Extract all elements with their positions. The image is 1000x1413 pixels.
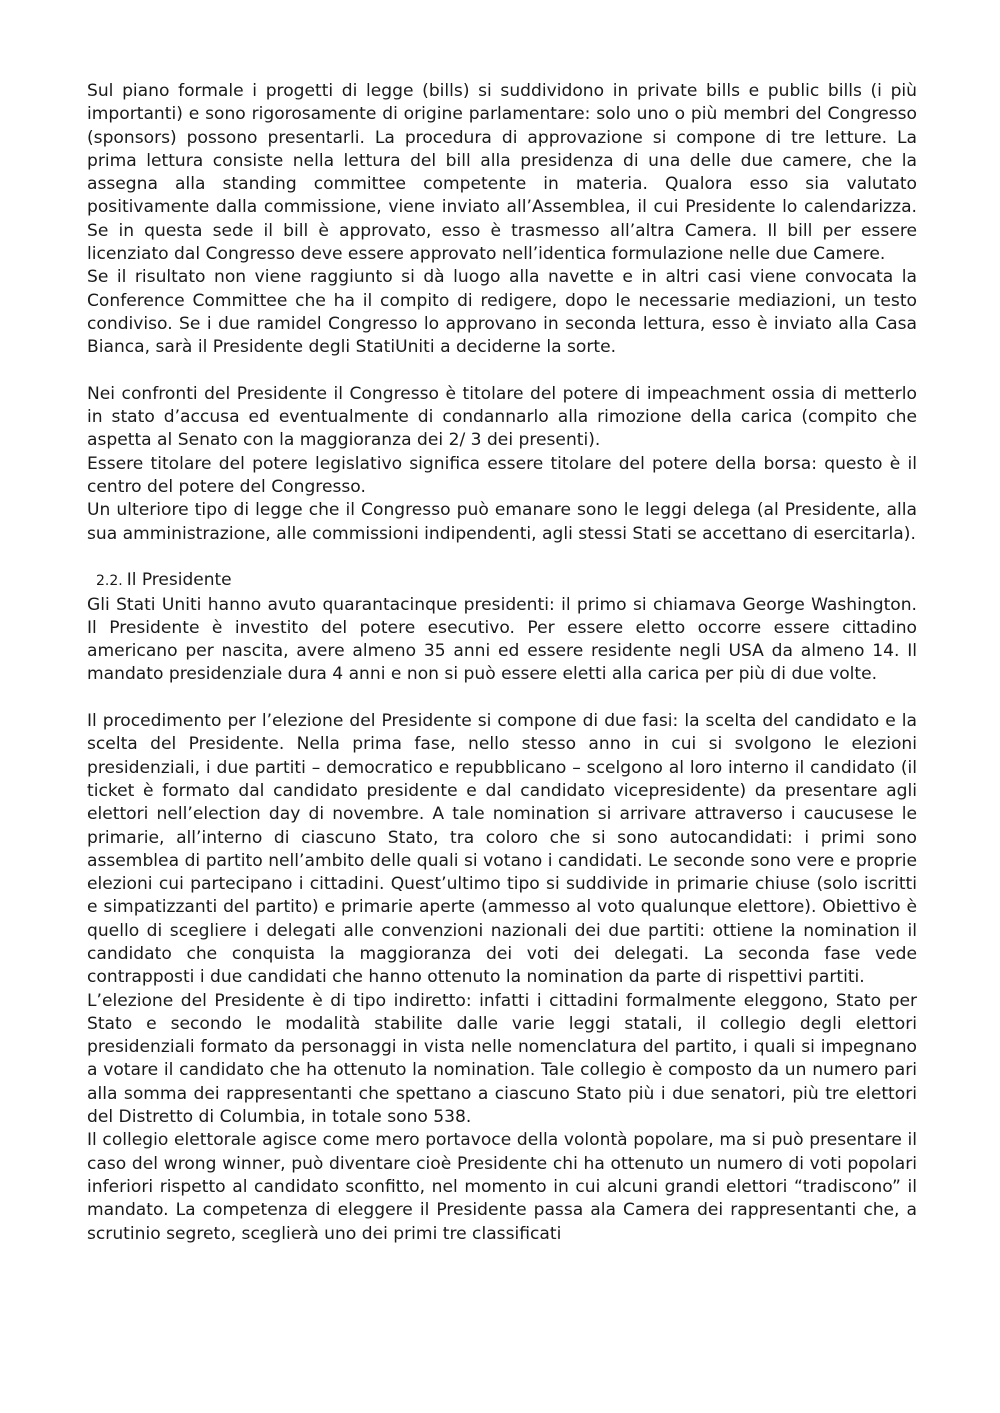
paragraph: Sul piano formale i progetti di legge (bills) si suddividono in private bills e public bills (i più importanti) e sono rigorosamente di origine parlamentare: solo uno o più membri del Congresso (sponsors) possono presentarli. La procedura di approvazione si compone di tre letture. La prima lettura consiste nella lettura del bill alla presidenza di una delle due camere, che la assegna alla standing committee competente in materia. Qualora esso sia valutato positivamente dalla commissione, viene inviato all’Assemblea, il cui Presidente lo calendarizza. Se in questa sede il bill è approvato, esso è trasmesso all’altra Camera. Il bill per essere licenziato dal Congresso deve essere approvato nell’identica formulazione nelle due Camere. xyxy=(87,81,917,265)
paragraph-gap xyxy=(87,687,917,710)
paragraph: Il procedimento per l’elezione del Presidente si compone di due fasi: la scelta del candidato e la scelta del Presidente. Nella prima fase, nello stesso anno in cui si svolgono le elezioni presidenziali, i due partiti – democratico e repubblicano – scelgono al loro interno il candidato (il ticket è formato dal candidato presidente e dal candidato vicepresidente) da presentare agli elettori nell’election day di novembre. A tale nomination si arrivare attraverso i caucusese le primarie, all’interno di ciascuno Stato, tra coloro che si sono autocandidati: i primi sono assemblea di partito nell’ambito delle quali si votano i candidati. Le seconde sono vere e proprie elezioni cui partecipano i cittadini. Quest’ultimo tipo si suddivide in primarie chiuse (solo iscritti e simpatizzanti del partito) e primarie aperte (ammesso al voto qualunque elettore). Obiettivo è quello di scegliere i delegati alle convenzioni nazionali dei due partiti: ottiene la nomination il candidato che conquista la maggioranza dei voti dei delegati. La seconda fase vede contrapposti i due candidati che hanno ottenuto la nomination da parte di rispettivi partiti. xyxy=(87,711,917,988)
paragraph: Il collegio elettorale agisce come mero portavoce della volontà popolare, ma si può presentare il caso del wrong winner, può diventare cioè Presidente chi ha ottenuto un numero di voti popolari inferiori rispetto al candidato sconfitto, nel momento in cui alcuni grandi elettori “tradiscono” il mandato. La competenza di eleggere il Presidente passa ala Camera dei rappresentanti che, a scrutinio segreto, sceglierà uno dei primi tre classificati xyxy=(87,1130,917,1244)
section-number: 2.2. xyxy=(96,573,123,590)
paragraph-gap xyxy=(87,360,917,383)
paragraph: Nei confronti del Presidente il Congresso è titolare del potere di impeachment ossia di metterlo in stato d’accusa ed eventualmente di condannarlo alla rimozione della carica (compito che aspetta al Senato con la maggioranza dei 2/ 3 dei presenti). xyxy=(87,383,917,451)
paragraph: Se il risultato non viene raggiunto si dà luogo alla navette e in altri casi viene convocata la Conference Committee che ha il compito di redigere, dopo le necessarie mediazioni, un testo condiviso. Se i due ramidel Congresso lo approvano in seconda lettura, esso è inviato alla Casa Bianca, sarà il Presidente degli StatiUniti a deciderne la sorte. xyxy=(87,267,917,358)
paragraph: L’elezione del Presidente è di tipo indiretto: infatti i cittadini formalmente eleggono, Stato per Stato e secondo le modalità stabilite dalle varie leggi statali, il collegio degli elettori presidenziali formato da personaggi in vista nelle nomenclatura del partito, i quali si impegnano a votare il candidato che ha ottenuto la nomination. Tale collegio è composto da un numero pari alla somma dei rappresentanti che spettano a ciascuno Stato più i due senatori, più tre elettori del Distretto di Columbia, in totale sono 538. xyxy=(87,990,917,1128)
paragraph: Un ulteriore tipo di legge che il Congresso può emanare sono le leggi delega (al Presidente, alla sua amministrazione, alle commissioni indipendenti, agli stessi Stati se accettano di esercitarla). xyxy=(87,500,917,544)
page-header-mark xyxy=(484,0,516,5)
document-page xyxy=(87,80,917,1246)
paragraph: Gli Stati Uniti hanno avuto quarantacinque presidenti: il primo si chiamava George Washington. Il Presidente è investito del potere esecutivo. Per essere eletto occorre essere cittadino americano per nascita, avere almeno 35 anni ed essere residente negli USA da almeno 14. Il mandato presidenziale dura 4 anni e non si può essere eletti alla carica per più di due volte. xyxy=(87,594,917,685)
paragraph: Essere titolare del potere legislativo significa essere titolare del potere della borsa: questo è il centro del potere del Congresso. xyxy=(87,453,917,498)
section-heading xyxy=(87,569,917,593)
section-title: Il Presidente xyxy=(126,570,232,591)
paragraph-gap xyxy=(87,546,917,569)
